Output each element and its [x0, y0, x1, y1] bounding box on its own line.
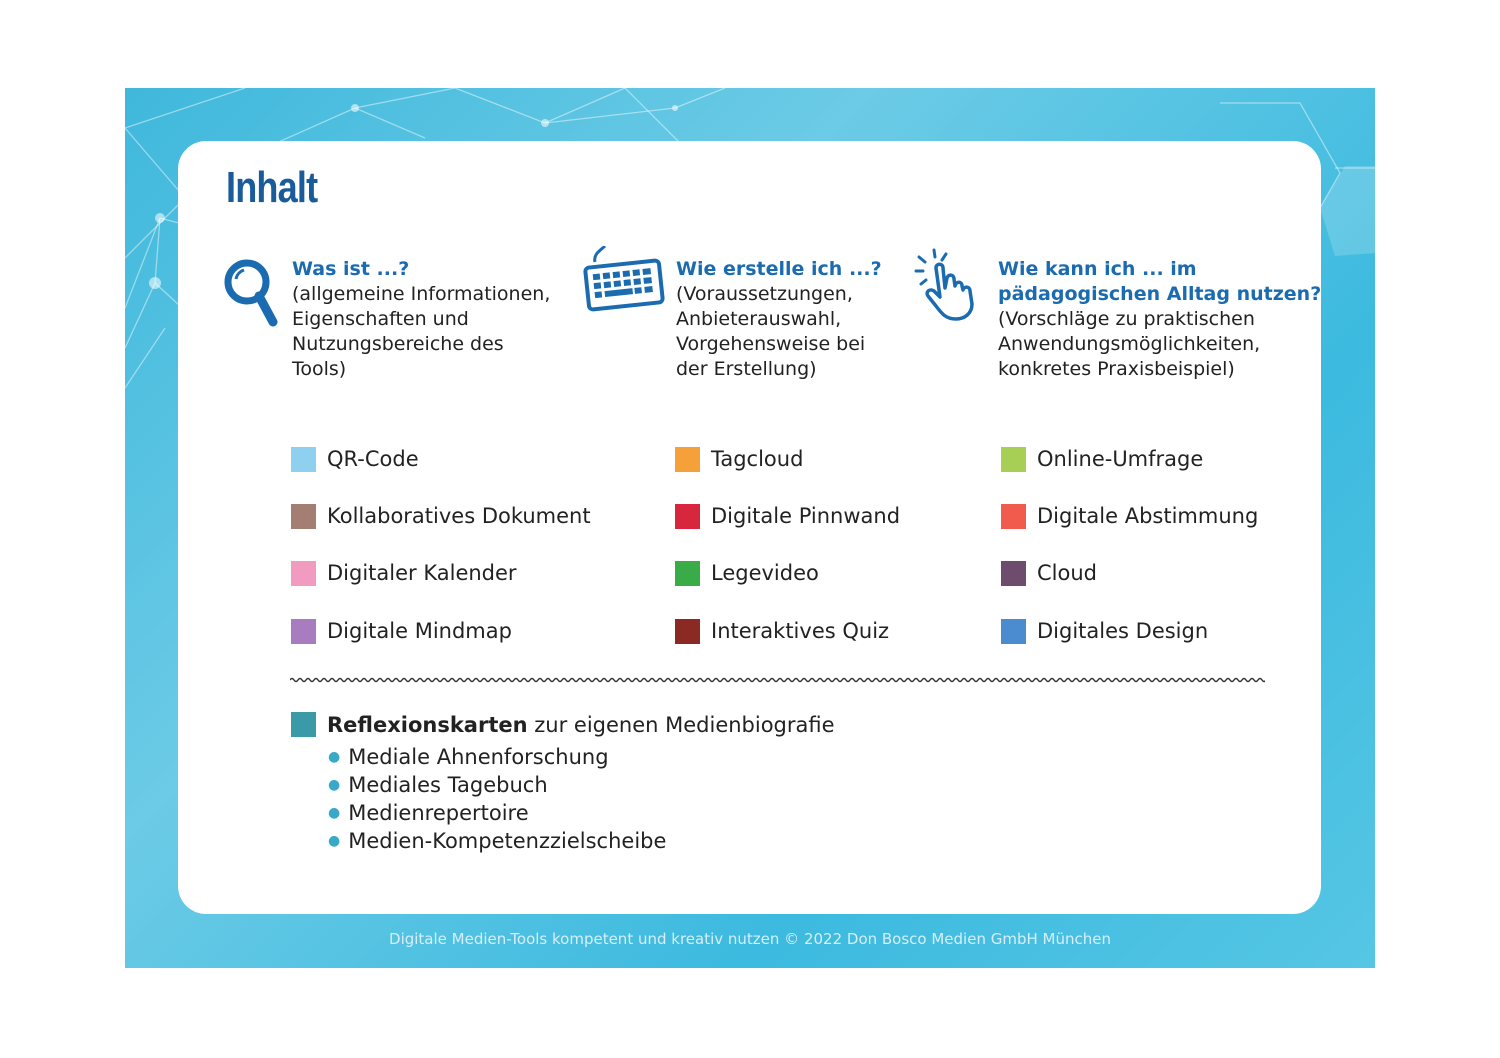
section-description: (allgemeine Informationen, Eigenschaften und Nutzungsbereiche des Tools) [292, 283, 551, 380]
tool-item-cloud[interactable] [1001, 560, 1097, 586]
tool-item-online-umfrage[interactable] [1001, 446, 1203, 472]
wavy-divider [290, 672, 1265, 688]
color-swatch [291, 561, 316, 586]
tool-item-kollaboratives-dokument[interactable] [291, 503, 591, 529]
tool-item-digitaler-kalender[interactable] [291, 560, 517, 586]
tool-item-digitales-design[interactable] [1001, 618, 1208, 644]
tool-item-interaktives-quiz[interactable] [675, 618, 889, 644]
color-swatch [675, 561, 700, 586]
tool-label: Interaktives Quiz [711, 619, 890, 643]
tool-label: Cloud [1037, 561, 1097, 585]
tool-item-legevideo[interactable] [675, 560, 819, 586]
color-swatch [291, 447, 316, 472]
reflexion-heading[interactable] [291, 712, 835, 737]
color-swatch [675, 504, 700, 529]
section-heading: Was ist ...? [292, 258, 410, 280]
reflexion-title: Reflexionskarten [327, 712, 528, 737]
section-how-create [676, 257, 882, 382]
tool-label: Kollaboratives Dokument [327, 504, 591, 528]
color-swatch [291, 619, 316, 644]
tool-item-digitale-mindmap[interactable] [291, 618, 512, 644]
tool-item-tagcloud[interactable] [675, 446, 803, 472]
tool-label: Digitaler Kalender [327, 561, 517, 585]
tool-label: Tagcloud [711, 447, 804, 471]
section-description: (Vorschläge zu praktischen Anwendungsmöglichkeiten, konkretes Praxisbeispiel) [998, 308, 1261, 380]
color-swatch [675, 619, 700, 644]
color-swatch [1001, 619, 1026, 644]
color-swatch [1001, 504, 1026, 529]
section-what-is [292, 257, 550, 382]
tool-label: Legevideo [711, 561, 819, 585]
section-how-use [998, 257, 1321, 382]
list-item: ● Medien-Kompetenzzielscheibe [328, 829, 667, 853]
color-swatch [675, 447, 700, 472]
color-swatch [291, 712, 316, 737]
tool-item-digitale-pinnwand[interactable] [675, 503, 900, 529]
section-heading: Wie kann ich ... im pädagogischen Alltag nutzen? [998, 258, 1322, 305]
reflexion-subtitle: zur eigenen Medienbiografie [527, 712, 835, 737]
list-item: ● Medienrepertoire [328, 801, 529, 825]
tool-label: Digitale Pinnwand [711, 504, 901, 528]
list-item: ● Mediales Tagebuch [328, 773, 548, 797]
color-swatch [1001, 447, 1026, 472]
page-title: Inhalt [226, 163, 318, 212]
tool-label: Digitale Mindmap [327, 619, 512, 643]
list-item: ● Mediale Ahnenforschung [328, 745, 609, 769]
section-heading: Wie erstelle ich ...? [676, 258, 882, 280]
color-swatch [291, 504, 316, 529]
tool-label: Digitales Design [1037, 619, 1209, 643]
tool-label: Digitale Abstimmung [1037, 504, 1259, 528]
color-swatch [1001, 561, 1026, 586]
section-description: (Voraussetzungen, Anbieterauswahl, Vorgehensweise bei der Erstellung) [676, 283, 866, 380]
keyboard-icon [583, 246, 667, 312]
tool-item-digitale-abstimmung[interactable] [1001, 503, 1258, 529]
tool-label: QR-Code [327, 447, 419, 471]
footer-copyright: Digitale Medien-Tools kompetent und kreativ nutzen © 2022 Don Bosco Medien GmbH München [389, 930, 1111, 948]
tool-label: Online-Umfrage [1037, 447, 1204, 471]
magnifier-icon [222, 257, 282, 329]
tool-item-qr-code[interactable] [291, 446, 419, 472]
pointing-hand-icon [914, 248, 990, 322]
